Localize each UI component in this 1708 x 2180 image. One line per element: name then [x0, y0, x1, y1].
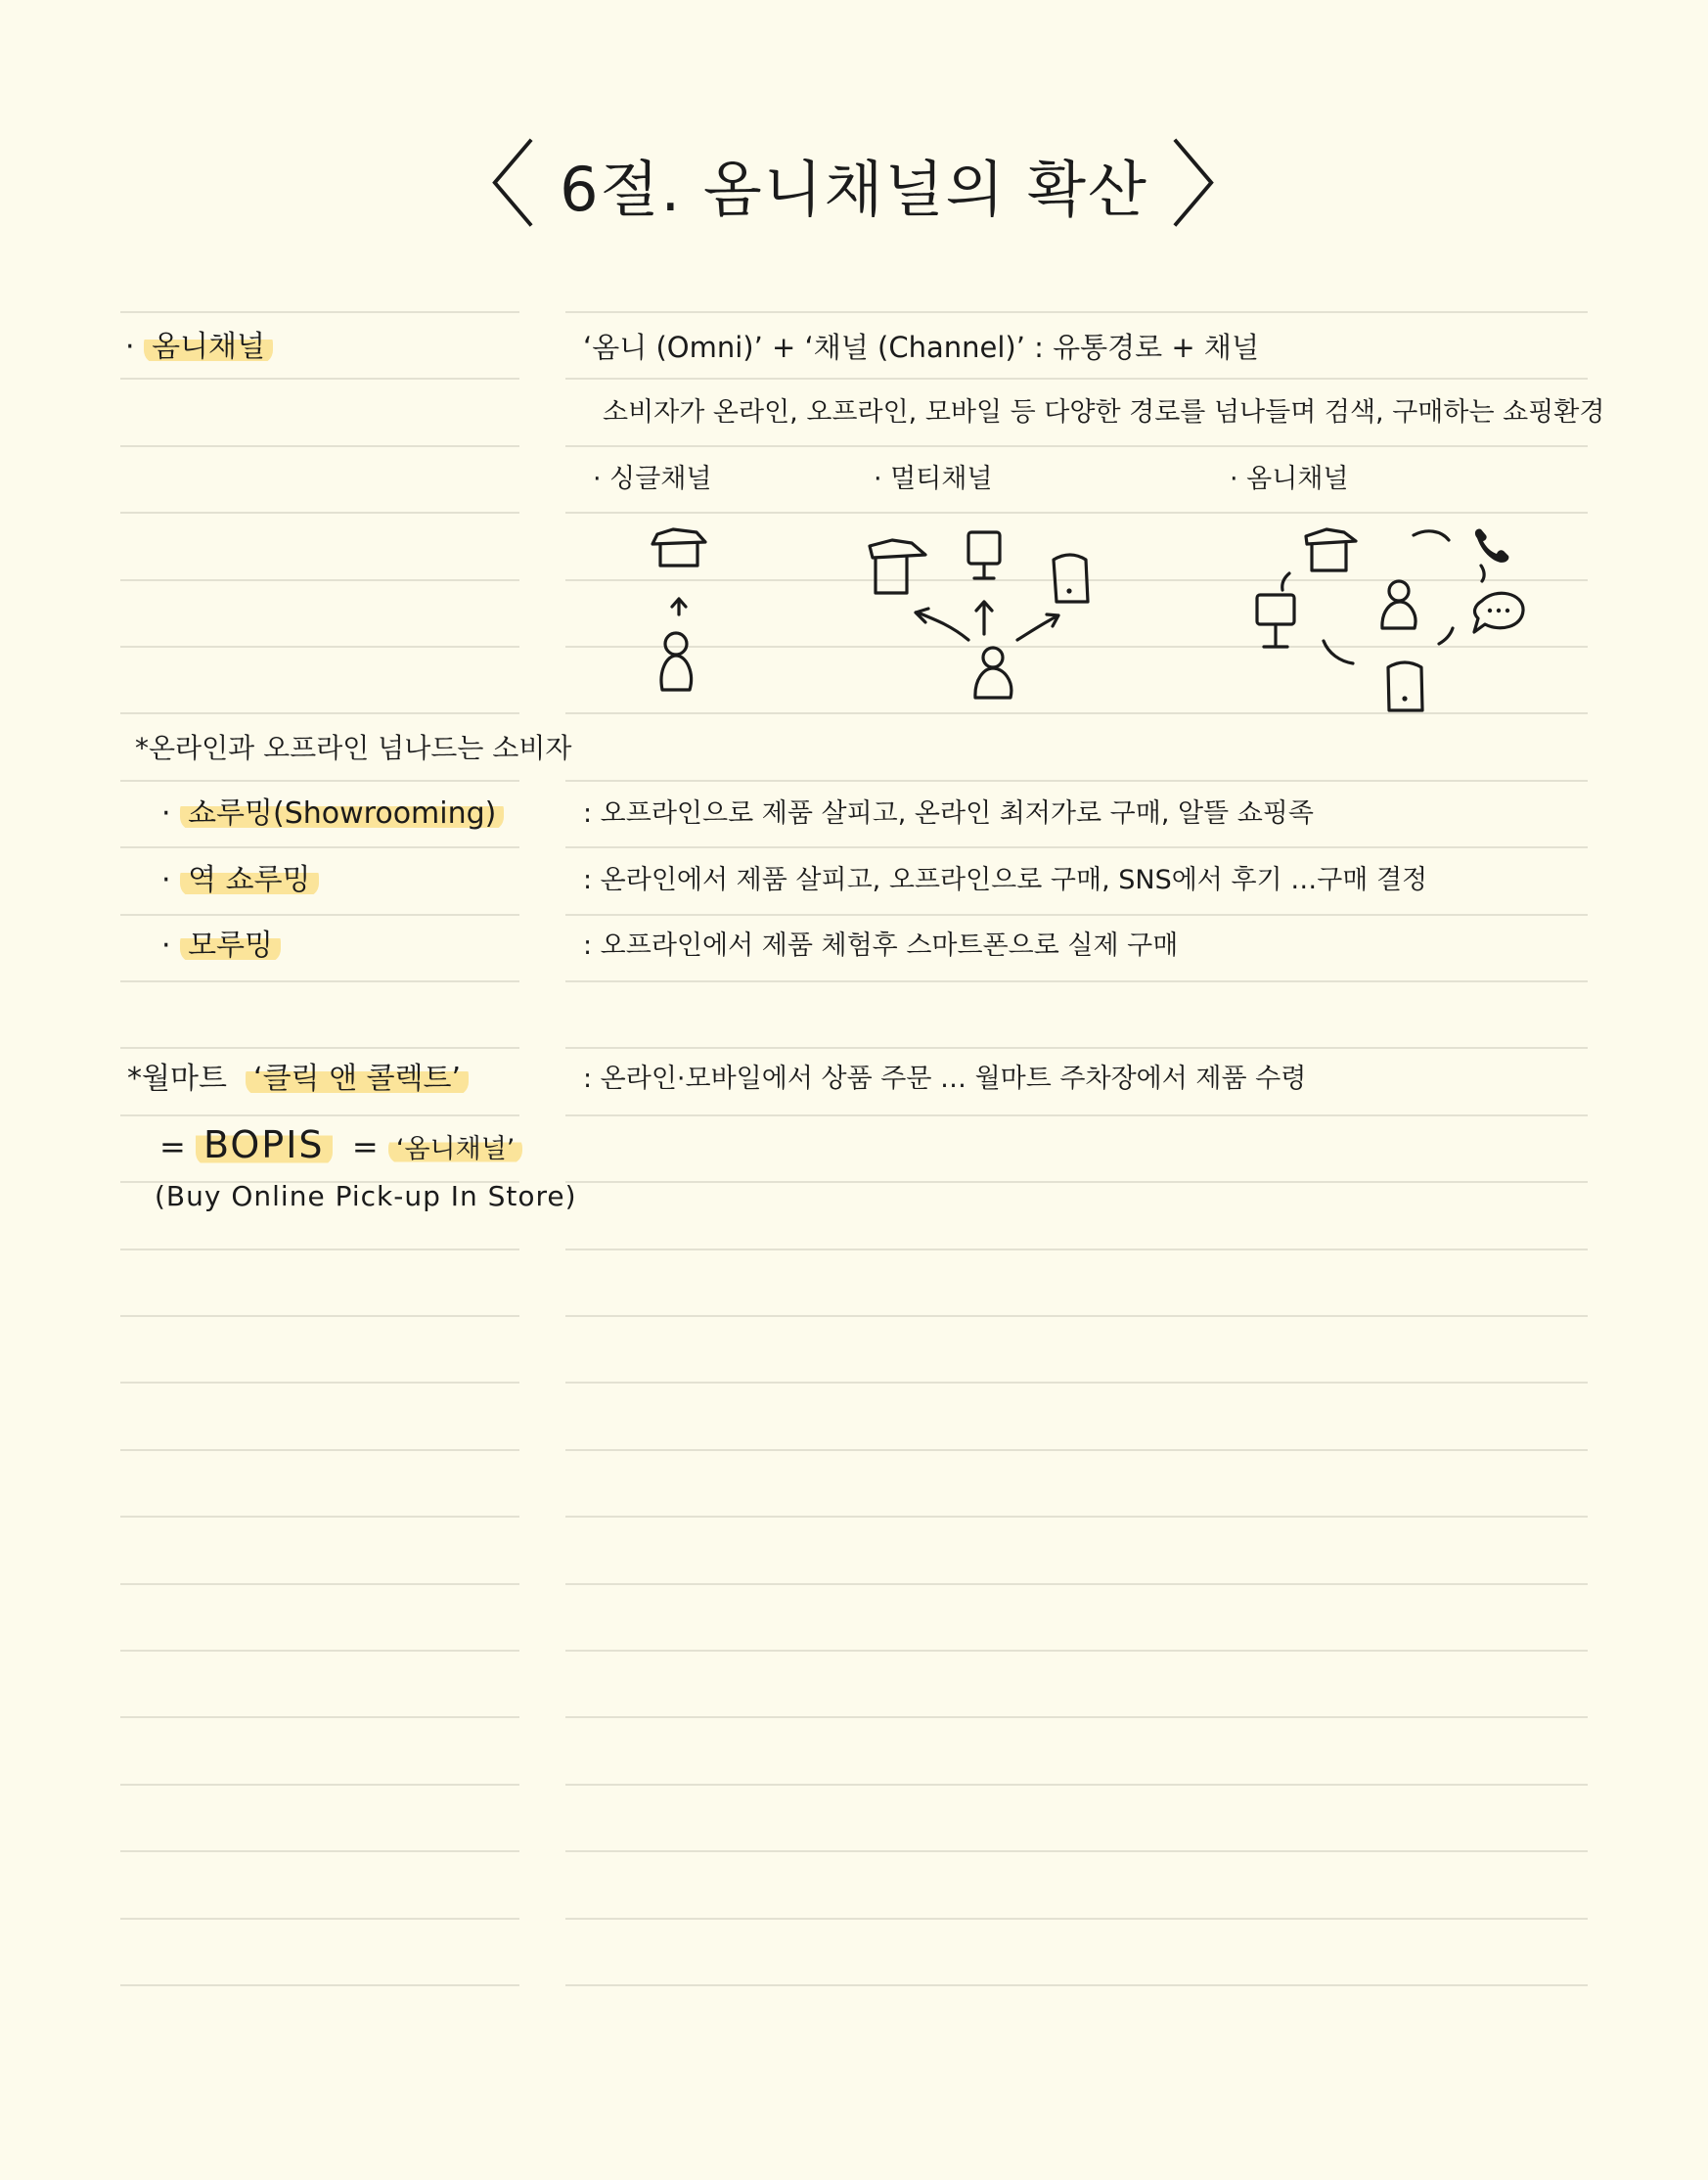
rule-line-left — [120, 1716, 519, 1718]
omnichannel-term: 옴니채널 — [144, 330, 273, 364]
equals-sign: = — [159, 1128, 186, 1165]
rule-line-left — [120, 512, 519, 514]
bopis-expansion: (Buy Online Pick-up In Store) — [155, 1180, 577, 1212]
rule-line-right — [565, 1918, 1588, 1920]
omnichannel-description: 소비자가 온라인, 오프라인, 모바일 등 다양한 경로를 넘나들며 검색, 구매하는 쇼핑환경 — [603, 397, 1605, 428]
rule-line-right — [565, 846, 1588, 848]
rule-line-left — [120, 1650, 519, 1652]
chat-bubble-icon — [1474, 593, 1523, 632]
rule-line-left — [120, 1382, 519, 1384]
store-icon — [870, 540, 925, 593]
rule-line-left — [120, 1114, 519, 1116]
omnichannel-term-row — [125, 328, 273, 367]
rule-line-right — [565, 311, 1588, 313]
rule-line-right — [565, 1784, 1588, 1786]
bopis-equation — [159, 1125, 522, 1169]
rule-line-left — [120, 1784, 519, 1786]
reverse-showrooming-desc: : 온라인에서 제품 살피고, 오프라인으로 구매, SNS에서 후기 …구매 결정 — [583, 865, 1428, 895]
rule-line-left — [120, 1315, 519, 1317]
rule-line-left — [120, 1918, 519, 1920]
rule-line-left — [120, 1516, 519, 1518]
monitor-icon — [968, 532, 1000, 578]
title-text: 6절. 옴니채널의 확산 — [560, 154, 1148, 225]
single-channel-label: · 싱글채널 — [593, 464, 712, 494]
rule-line-right — [565, 1382, 1588, 1384]
rule-line-left — [120, 1583, 519, 1585]
omnichannel-equivalent: ‘옴니채널’ — [388, 1134, 523, 1164]
title-right-bracket: 〉 — [1169, 131, 1266, 241]
morooming-desc: : 오프라인에서 제품 체험후 스마트폰으로 실제 구매 — [583, 931, 1179, 961]
bullet-dot: · — [161, 863, 181, 897]
rule-line-right — [565, 914, 1588, 916]
mobile-icon — [1388, 662, 1422, 710]
rule-line-right — [565, 1583, 1588, 1585]
rule-line-left — [120, 1047, 519, 1049]
rule-line-left — [120, 1850, 519, 1852]
click-and-collect-term: ‘클릭 앤 콜렉트’ — [246, 1062, 469, 1096]
arrow-up-icon — [672, 599, 686, 614]
phone-icon — [1475, 529, 1508, 563]
bopis-term: BOPIS — [196, 1123, 333, 1166]
rule-line-right — [565, 445, 1588, 447]
rule-line-right — [565, 1114, 1588, 1116]
walmart-heading — [127, 1060, 469, 1099]
rule-line-right — [565, 1315, 1588, 1317]
bullet-dot: · — [161, 796, 181, 831]
person-icon — [1382, 581, 1416, 628]
rule-line-right — [565, 980, 1588, 982]
rule-line-left — [120, 846, 519, 848]
mobile-icon — [1054, 555, 1088, 602]
rule-line-left — [120, 1249, 519, 1250]
multi-channel-diagram — [870, 532, 1088, 698]
omni-channel-diagram — [1257, 529, 1523, 710]
rule-line-right — [565, 1850, 1588, 1852]
bullet-dot: · — [125, 330, 145, 364]
rule-line-right — [565, 1449, 1588, 1451]
showrooming-term: 쇼루밍(Showrooming) — [180, 796, 504, 831]
person-icon — [975, 648, 1011, 698]
rule-line-left — [120, 1984, 519, 1986]
multi-channel-label: · 멀티채널 — [874, 464, 993, 494]
rule-line-right — [565, 1716, 1588, 1718]
rule-line-left — [120, 914, 519, 916]
rule-line-left — [120, 646, 519, 648]
store-icon — [652, 529, 705, 566]
rule-line-left — [120, 1449, 519, 1451]
title-left-bracket: 〈 — [442, 131, 539, 241]
walmart-label: *월마트 — [127, 1062, 227, 1096]
showrooming-row — [161, 795, 504, 834]
rule-line-left — [120, 311, 519, 313]
monitor-icon — [1257, 595, 1294, 647]
rule-line-right — [565, 1516, 1588, 1518]
rule-line-right — [565, 1650, 1588, 1652]
rule-line-right — [565, 1249, 1588, 1250]
rule-line-left — [120, 712, 519, 714]
omni-channel-label: · 옴니채널 — [1230, 464, 1349, 494]
person-icon — [661, 633, 691, 690]
rule-line-left — [120, 980, 519, 982]
rule-line-left — [120, 780, 519, 782]
rule-line-right — [565, 1047, 1588, 1049]
rule-line-right — [565, 378, 1588, 380]
consumer-section-heading: *온라인과 오프라인 넘나드는 소비자 — [135, 732, 572, 764]
rule-line-right — [565, 1984, 1588, 1986]
channel-diagrams — [565, 509, 1544, 724]
showrooming-desc: : 오프라인으로 제품 살피고, 온라인 최저가로 구매, 알뜰 쇼핑족 — [583, 798, 1314, 829]
omnichannel-definition: ‘옴니 (Omni)’ + ‘채널 (Channel)’ : 유통경로 + 채널 — [583, 331, 1259, 364]
single-channel-diagram — [652, 529, 705, 690]
bullet-dot: · — [161, 929, 181, 963]
rule-line-right — [565, 780, 1588, 782]
morooming-row — [161, 927, 281, 966]
reverse-showrooming-row — [161, 861, 319, 900]
rule-line-left — [120, 579, 519, 581]
rule-line-right — [565, 1181, 1588, 1183]
page-title — [0, 131, 1708, 241]
arrows — [916, 602, 1058, 640]
rule-line-left — [120, 378, 519, 380]
store-icon — [1306, 529, 1356, 570]
rule-line-left — [120, 445, 519, 447]
reverse-showrooming-term: 역 쇼루밍 — [180, 863, 318, 897]
morooming-term: 모루밍 — [180, 929, 281, 963]
equals-sign: = — [351, 1128, 379, 1165]
click-and-collect-desc: : 온라인·모바일에서 상품 주문 … 월마트 주차장에서 제품 수령 — [583, 1064, 1307, 1094]
